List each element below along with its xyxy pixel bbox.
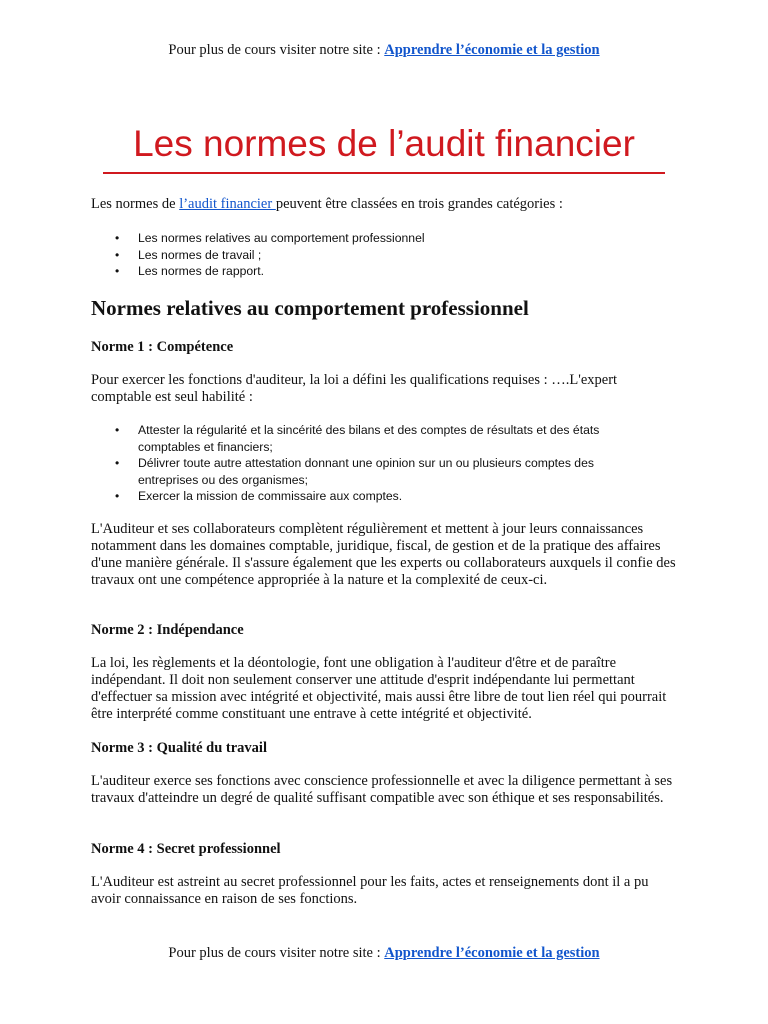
list-item: • Les normes relatives au comportement professionnel bbox=[113, 230, 653, 247]
norm4-paragraph: L'Auditeur est astreint au secret professionnel pour les faits, actes et renseignements dont il a pu avoir connaissance en raison de ses fonctions. bbox=[91, 874, 649, 907]
intro-text-after: peuvent être classées en trois grandes catégories : bbox=[275, 196, 563, 212]
norm1-paragraph1: Pour exercer les fonctions d'auditeur, la loi a défini les qualifications requises : ….L'expert comptable est seul habilité : bbox=[91, 372, 618, 405]
intro-paragraph bbox=[91, 196, 681, 213]
norm3-heading: Norme 3 : Qualité du travail bbox=[91, 740, 267, 756]
footer-banner bbox=[0, 945, 768, 962]
list-item: • Délivrer toute autre attestation donnant une opinion sur un ou plusieurs comptes des entreprises ou des organismes; bbox=[113, 455, 653, 488]
header-banner bbox=[0, 42, 768, 59]
header-banner-text: Pour plus de cours visiter notre site : bbox=[168, 42, 385, 58]
intro-text-before: Les normes de bbox=[91, 196, 180, 212]
list-item: • Les normes de travail ; bbox=[113, 247, 653, 264]
section-heading: Normes relatives au comportement professionnel bbox=[91, 296, 529, 320]
categories-list bbox=[113, 230, 653, 280]
norm3-paragraph: L'auditeur exerce ses fonctions avec conscience professionnelle et avec la diligence permettant à ses travaux d'atteindre un degré de qualité suffisant compatible avec son éthique et ses responsabilités. bbox=[91, 773, 673, 806]
norm1-heading: Norme 1 : Compétence bbox=[91, 339, 234, 355]
footer-banner-text: Pour plus de cours visiter notre site : bbox=[168, 945, 385, 961]
norm2-paragraph: La loi, les règlements et la déontologie, font une obligation à l'auditeur d'être et de paraître indépendant. Il doit non seulement conserver une attitude d'esprit indépendante lui permettant d'effectuer sa mission avec intégrité et objectivité, mais aussi être libre de tout lien réel qui pourrait être interprété comme constituant une entrave à cette intégrité et objectivité. bbox=[91, 655, 667, 722]
header-site-link[interactable]: Apprendre l’économie et la gestion bbox=[384, 42, 600, 58]
norm4-heading: Norme 4 : Secret professionnel bbox=[91, 841, 281, 857]
page-title: Les normes de l’audit financier bbox=[133, 123, 635, 164]
norm2-heading: Norme 2 : Indépendance bbox=[91, 622, 244, 638]
list-item: • Exercer la mission de commissaire aux comptes. bbox=[113, 488, 653, 505]
footer-site-link[interactable]: Apprendre l’économie et la gestion bbox=[384, 945, 600, 961]
norm1-bullet-list bbox=[113, 422, 653, 505]
list-item: • Les normes de rapport. bbox=[113, 263, 653, 280]
audit-financier-link[interactable]: l’audit financier bbox=[179, 196, 276, 212]
title-underline bbox=[103, 172, 665, 174]
norm1-paragraph2: L'Auditeur et ses collaborateurs complètent régulièrement et mettent à jour leurs connaissances notamment dans les domaines comptable, juridique, fiscal, de gestion et de la pratique des affaires d'une manière générale. Il s'assure également que les experts ou collaborateurs auxquels il confie des travaux ont une compétence appropriée à la nature et la complexité de ceux-ci. bbox=[91, 521, 676, 588]
list-item: • Attester la régularité et la sincérité des bilans et des comptes de résultats et des états comptables et financiers; bbox=[113, 422, 653, 455]
